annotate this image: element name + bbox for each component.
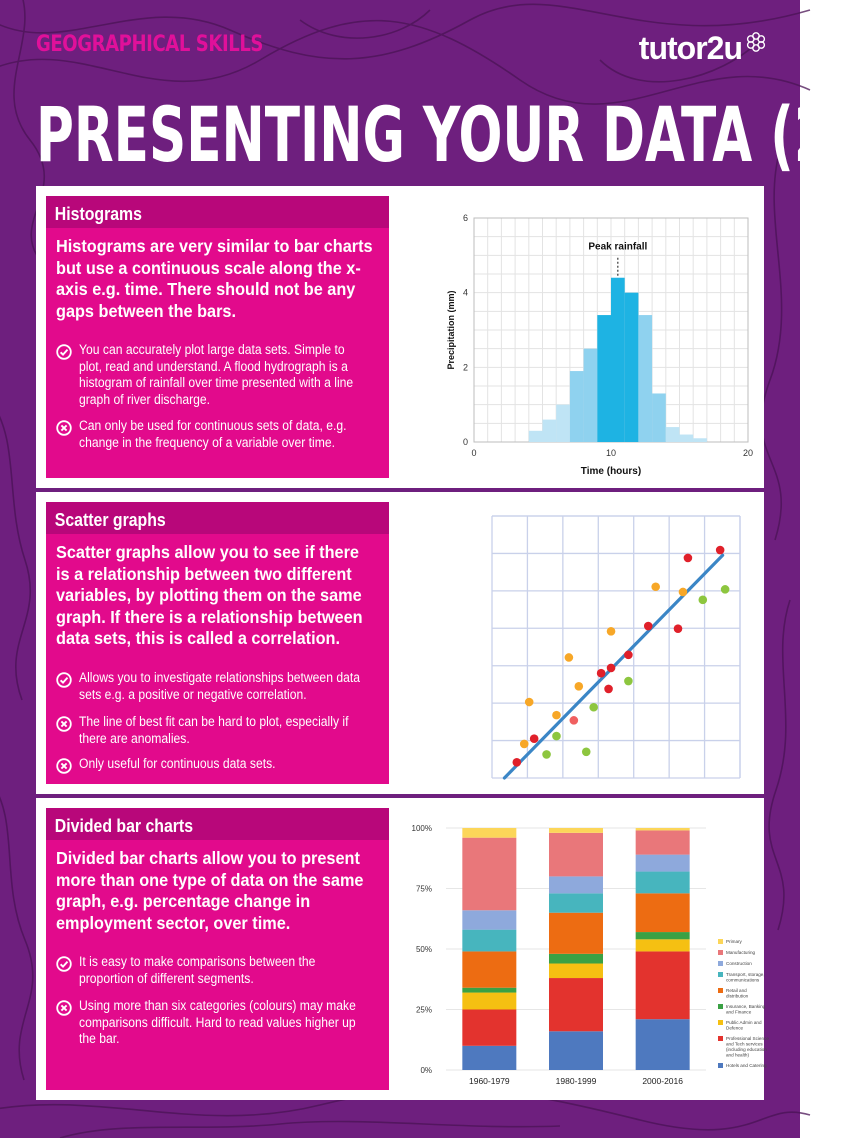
legend-swatch: [718, 950, 723, 955]
stacked-segment: [636, 951, 690, 1019]
stacked-segment: [549, 964, 603, 979]
divided-bar-disadvantage-text: Using more than six categories (colours) may make comparisons difficult. Hard to read values higher up the bar.: [79, 998, 356, 1046]
stacked-segment: [549, 1031, 603, 1070]
stacked-segment: [636, 939, 690, 951]
histogram-bar: [556, 405, 570, 442]
stacked-segment: [636, 872, 690, 894]
legend-label: distribution: [726, 993, 749, 999]
stacked-segment: [462, 993, 516, 1010]
cross-circle-icon: [56, 716, 72, 732]
scatter-point: [624, 677, 633, 686]
divided-bar-advantage: [56, 954, 396, 987]
cross-circle-icon: [56, 420, 72, 436]
peak-annotation: Peak rainfall: [588, 241, 648, 253]
check-circle-icon: [56, 344, 72, 360]
histograms-disadvantage-text: Can only be used for continuous sets of data, e.g. change in the frequency of a variable over time.: [79, 418, 347, 450]
legend-label: and health): [726, 1052, 749, 1058]
stacked-segment: [462, 838, 516, 911]
legend-label: communications: [726, 977, 760, 983]
scatter-advantage: [56, 670, 396, 703]
scatter-point: [589, 703, 598, 712]
stacked-segment: [636, 893, 690, 932]
divided-bar-disadvantage: [56, 998, 396, 1048]
divided-bar-advantage-text: It is easy to make comparisons between the proportion of different segments.: [79, 954, 316, 986]
y-tick-label: 100%: [411, 824, 432, 833]
divided-bar-panel: [36, 798, 769, 1100]
legend-label: Insurance, Banking: [726, 1004, 766, 1009]
y-tick-label: 0: [462, 437, 468, 447]
scatter-point: [552, 711, 561, 720]
cross-circle-icon: [56, 1000, 72, 1016]
legend-label: Defence: [726, 1025, 744, 1031]
x-tick-label: 20: [742, 448, 754, 458]
divided-bar-lead: Divided bar charts allow you to present more than one type of data on the same graph, e.g. percentage change in employment sector, over time.: [56, 848, 364, 933]
legend-label: and Finance: [726, 1009, 752, 1015]
stacked-segment: [636, 932, 690, 939]
histograms-panel: [36, 186, 764, 488]
scatter-lead: Scatter graphs allow you to see if there is a relationship between two different variables, by plotting them on the same graph. If there is a relationship between data sets, this is called a correlation.: [56, 542, 363, 648]
scatter-panel: [36, 492, 764, 794]
x-tick-label: 10: [605, 448, 617, 458]
histograms-disadvantage: [56, 418, 396, 451]
scatter-point: [513, 758, 522, 767]
legend-swatch: [718, 1020, 723, 1025]
page-title: PRESENTING YOUR DATA (2): [36, 90, 853, 179]
y-axis-label: Precipitation (mm): [446, 290, 456, 370]
legend-swatch: [718, 1036, 723, 1041]
scatter-point: [721, 585, 730, 594]
stacked-segment: [636, 855, 690, 872]
stacked-segment: [636, 828, 690, 830]
stacked-segment: [462, 988, 516, 993]
divided-bar-heading: Divided bar charts: [54, 816, 194, 836]
stacked-segment: [549, 954, 603, 964]
legend-swatch: [718, 1063, 723, 1068]
scatter-point: [674, 624, 683, 633]
stacked-segment: [549, 978, 603, 1031]
y-tick-label: 4: [462, 287, 468, 298]
y-tick-label: 50%: [415, 945, 432, 954]
stacked-segment: [549, 913, 603, 954]
scatter-chart: [446, 508, 752, 786]
check-circle-icon: [56, 956, 72, 972]
histogram-bar: [543, 420, 557, 442]
scatter-heading: Scatter graphs: [54, 510, 166, 530]
histogram-bar: [584, 349, 598, 442]
stacked-segment: [549, 893, 603, 912]
x-axis-label: Time (hours): [580, 466, 642, 477]
stacked-segment: [462, 930, 516, 952]
stacked-segment: [636, 1019, 690, 1070]
x-tick-label: 1960-1979: [469, 1076, 510, 1086]
scatter-point: [542, 750, 551, 759]
stacked-segment: [462, 1010, 516, 1046]
top-bar: [36, 30, 764, 70]
scatter-point: [607, 664, 616, 673]
scatter-point: [597, 669, 606, 678]
stacked-segment: [462, 1046, 516, 1070]
legend-swatch: [718, 972, 723, 977]
logo-text: tutor2u: [638, 30, 742, 66]
histogram-bar: [638, 315, 652, 442]
legend-swatch: [718, 939, 723, 944]
legend-swatch: [718, 961, 723, 966]
histograms-heading: Histograms: [54, 204, 142, 224]
stacked-segment: [549, 876, 603, 893]
histogram-bar: [652, 393, 666, 442]
check-circle-icon: [56, 672, 72, 688]
legend-label: and Tech services: [726, 1041, 763, 1047]
scatter-point: [525, 698, 534, 707]
scatter-text-box: [46, 502, 389, 784]
scatter-disadvantage-2-text: Only useful for continuous data sets.: [79, 756, 276, 771]
histograms-advantage-text: You can accurately plot large data sets. Simple to plot, read and understand. A flood hydrograph is a histogram of rainfall over time presented with a line graph of river discharge.: [79, 342, 354, 407]
scatter-disadvantage-1-text: The line of best fit can be hard to plot, especially if there are anomalies.: [79, 714, 349, 746]
section-kicker: GEOGRAPHICAL SKILLS: [36, 32, 264, 57]
legend-label: Primary: [726, 939, 742, 944]
histogram-bar: [666, 427, 680, 442]
histogram-bar: [529, 431, 543, 442]
scatter-point: [684, 554, 693, 563]
stacked-segment: [462, 910, 516, 929]
stacked-segment: [636, 830, 690, 854]
y-tick-label: 75%: [415, 884, 432, 894]
legend-label: Public Admin and: [726, 1020, 762, 1025]
divided-bar-chart: [406, 818, 769, 1090]
scatter-point: [520, 740, 529, 749]
scatter-point: [570, 716, 579, 725]
x-tick-label: 0: [471, 448, 477, 458]
scatter-point: [552, 732, 561, 741]
flower-icon: [744, 30, 768, 54]
scatter-point: [565, 653, 574, 662]
scatter-heading-bar: [46, 502, 389, 534]
histograms-lead: Histograms are very similar to bar charts but use a continuous scale along the x-axis e.g. time. There should not be any gaps between the bars.: [56, 236, 373, 321]
legend-label: Manufacturing: [726, 950, 756, 955]
histogram-bar: [597, 315, 611, 442]
scatter-point: [575, 682, 584, 691]
histogram-bar: [611, 278, 625, 442]
stacked-segment: [462, 951, 516, 987]
legend-label: Hotels and Catering: [726, 1063, 767, 1068]
legend-swatch: [718, 988, 723, 993]
histogram-bar: [625, 293, 639, 442]
logo: [639, 30, 768, 67]
y-tick-label: 25%: [415, 1005, 432, 1015]
legend-label: Construction: [726, 961, 752, 966]
histograms-text-box: [46, 196, 389, 478]
legend-label: Professional Science: [726, 1036, 769, 1041]
scatter-point: [530, 734, 539, 743]
scatter-point: [644, 622, 653, 631]
legend-label: Transport, storage,: [726, 972, 765, 977]
scatter-point: [716, 546, 725, 555]
legend-label: Retail and: [726, 988, 747, 993]
y-tick-label: 0%: [420, 1066, 432, 1075]
histograms-heading-bar: [46, 196, 389, 228]
scatter-point: [679, 588, 688, 597]
scatter-advantage-text: Allows you to investigate relationships between data sets e.g. a positive or negative correlation.: [79, 670, 360, 702]
scatter-point: [624, 651, 633, 660]
scatter-point: [699, 596, 708, 605]
scatter-point: [607, 627, 616, 636]
scatter-disadvantage-2: [56, 756, 396, 774]
x-tick-label: 1980-1999: [555, 1076, 597, 1086]
scatter-point: [582, 748, 591, 757]
y-tick-label: 2: [462, 362, 468, 373]
legend-swatch: [718, 1004, 723, 1009]
y-tick-label: 6: [462, 213, 468, 223]
divided-bar-text-box: [46, 808, 389, 1090]
stacked-segment: [549, 833, 603, 877]
histograms-advantage: [56, 342, 396, 408]
divided-bar-heading-bar: [46, 808, 389, 840]
legend-label: (including education: [726, 1047, 767, 1052]
histogram-bar: [693, 438, 707, 442]
scatter-disadvantage-1: [56, 714, 396, 747]
stacked-segment: [462, 828, 516, 838]
histogram-bar: [680, 435, 694, 442]
histogram-chart: [404, 210, 756, 476]
scatter-point: [651, 582, 660, 591]
stacked-segment: [549, 828, 603, 833]
cross-circle-icon: [56, 758, 72, 774]
scatter-point: [604, 685, 613, 694]
histogram-bar: [570, 371, 584, 442]
x-tick-label: 2000-2016: [642, 1076, 683, 1086]
